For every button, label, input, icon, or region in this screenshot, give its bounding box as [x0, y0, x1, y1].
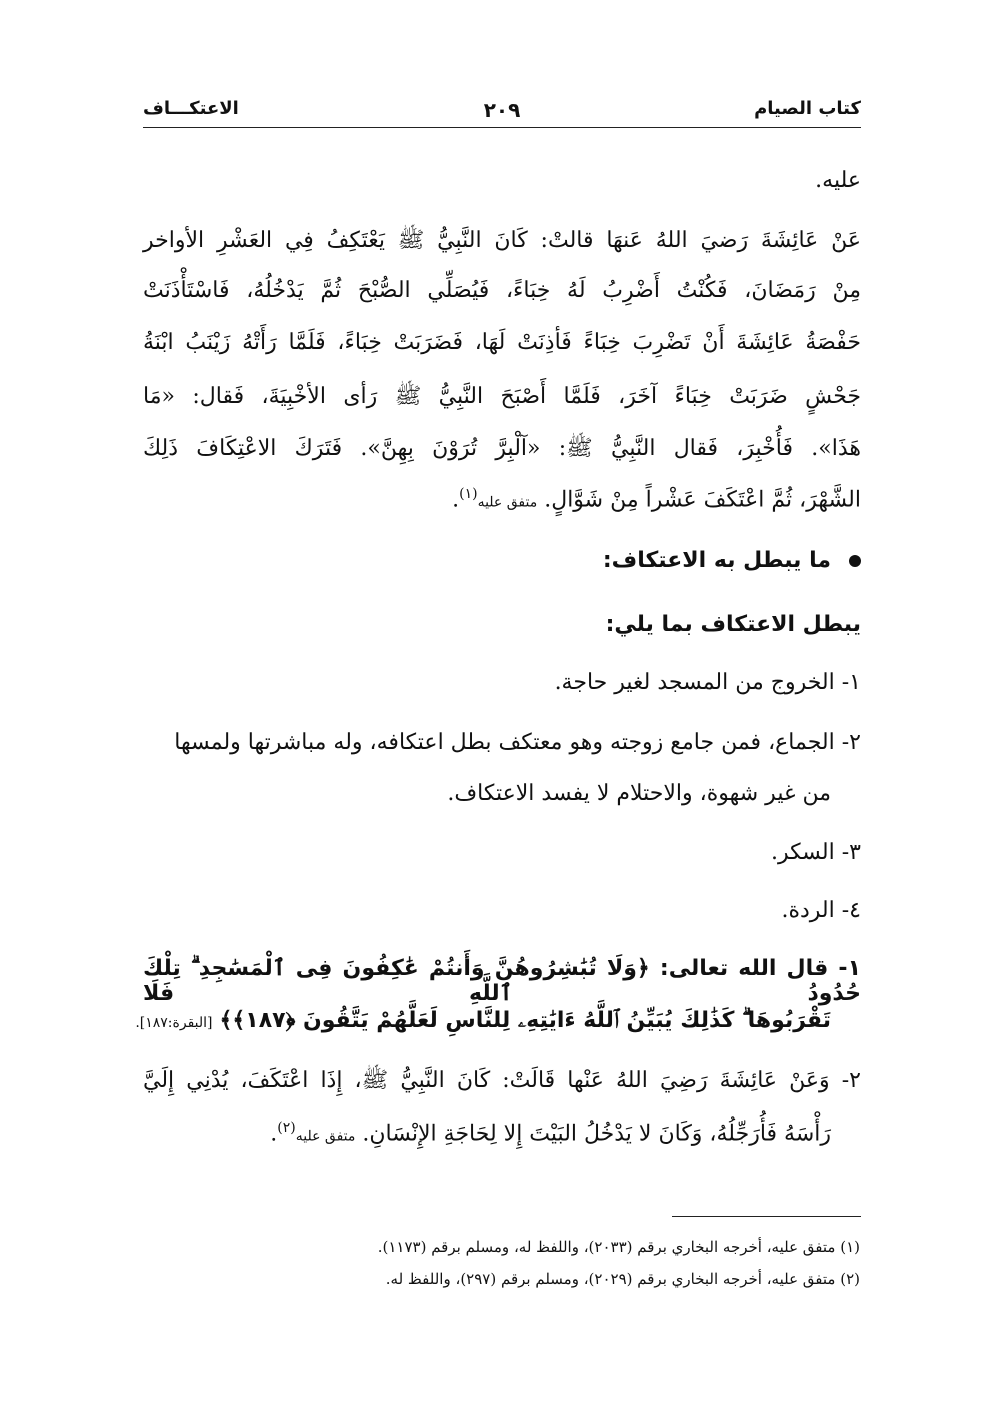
footnote-ref: (١) [459, 486, 478, 502]
header-book-title: كتاب الصيام [754, 98, 861, 119]
hadith-line: حَفْصَةُ عَائِشَةَ أَنْ تَضْرِبَ خِبَاءً فَأذِنَتْ لَهَا، فَضَرَبَتْ خِبَاءً، فَلَمَّا رَأَتْهُ زَيْنَبُ ابْنَةُ [143, 330, 861, 355]
header-chapter-title: الاعتكـــاف [143, 98, 239, 119]
section-heading-text: ما يبطل به الاعتكاف: [602, 548, 831, 573]
muttafaq-note: متفق عليه [295, 1128, 356, 1145]
page-number: ٢٠٩ [483, 98, 521, 122]
list-item: ٢- الجماع، فمن جامع زوجته وهو معتكف بطل اعتكافه، وله مباشرتها ولمسها [174, 730, 861, 755]
hadith-last-line: الشَّهْرَ، ثُمَّ اعْتَكَفَ عَشْراً مِنْ شَوَّالٍ. متفق عليه$^{(١)}$. [452, 486, 861, 513]
footnote-separator [672, 1216, 861, 1217]
sub-heading: يبطل الاعتكاف بما يلي: [605, 612, 861, 637]
list-item: ١- الخروج من المسجد لغير حاجة. [554, 670, 861, 695]
hadith-text: الشَّهْرَ، ثُمَّ اعْتَكَفَ عَشْراً مِنْ شَوَّالٍ. [544, 487, 861, 513]
footnote: (٢) متفق عليه، أخرجه البخاري برقم (٢٠٢٩)، ومسلم برقم (٢٩٧)، واللفظ له. [385, 1270, 860, 1288]
header-rule [143, 127, 861, 128]
running-header [143, 98, 861, 128]
list-item: ٤- الردة. [781, 898, 861, 923]
hadith2-text: رَأْسَهُ فَأُرَجِّلُهُ، وَكَانَ لا يَدْخُلُ البَيْتَ إِلا لِحَاجَةِ الإِنْسَانِ. [362, 1121, 831, 1147]
hadith-line: جَحْشٍ ضَرَبَتْ خِبَاءً آخَرَ، فَلَمَّا أَصْبَحَ النَّبِيُّ ﷺ رَأى الأخْبِيَةَ، فَقال: «مَا [143, 384, 861, 409]
muttafaq-note: متفق عليه [477, 494, 538, 511]
hadith-line: عَنْ عَائِشَةَ رَضيَ اللهُ عَنهَا قالتْ: كَانَ النَّبِيُّ ﷺ يَعْتَكِفُ فِي العَشْرِ الأواخر [143, 228, 861, 253]
list-item: ٣- السكر. [771, 840, 861, 865]
list-item-continuation: من غير شهوة، والاحتلام لا يفسد الاعتكاف. [447, 781, 831, 806]
hadith2-line: رَأْسَهُ فَأُرَجِّلُهُ، وَكَانَ لا يَدْخُلُ البَيْتَ إِلا لِحَاجَةِ الإِنْسَانِ. متفق عليه$^{(٢)}$. [270, 1120, 831, 1147]
quran-verse-line: ١- قال الله تعالى: ﴿وَلَا تُبَٰشِرُوهُنَّ وَأَنتُمْ عَٰكِفُونَ فِى ٱلْمَسَٰجِدِ ۗ تِلْكَ حُدُودُ ٱللَّهِ فَلَا [143, 956, 861, 1006]
quran-reference: [البقرة:١٨٧]. [135, 1015, 213, 1031]
quran-verse-line [135, 1008, 831, 1033]
hadith2-line: ٢- وَعَنْ عَائِشَةَ رَضِيَ اللهُ عَنْها قَالَتْ: كَانَ النَّبِيُّ ﷺ، إِذَا اعْتَكَفَ، يُدْنِي إِلَيَّ [143, 1068, 861, 1093]
footnote-ref: (٢) [277, 1120, 296, 1136]
section-heading [143, 548, 861, 573]
text-line: عليه. [815, 168, 861, 193]
bullet-icon [849, 555, 861, 567]
footnote: (١) متفق عليه، أخرجه البخاري برقم (٢٠٣٣)، واللفظ له، ومسلم برقم (١١٧٣). [377, 1238, 860, 1256]
hadith-line: مِنْ رَمَضَانَ، فَكُنْتُ أَضْرِبُ لَهُ خِبَاءً، فَيُصَلِّي الصُّبْحَ ثُمَّ يَدْخُلُهُ، فَاسْتَأْذَنَتْ [143, 278, 861, 303]
quran-verse-text: تَقْرَبُوهَا ۗ كَذَٰلِكَ يُبَيِّنُ ٱللَّهُ ءَايَٰتِهِۦ لِلنَّاسِ لَعَلَّهُمْ يَتَّقُونَ ﴿١٨٧﴾﴾ [219, 1008, 831, 1033]
hadith-line: هَذَا». فَأُخْبِرَ، فَقال النَّبِيُّ ﷺ: «آلْبِرَّ تُرَوْنَ بِهِنَّ». فَتَرَكَ الاعْتِكَافَ ذَلِكَ [143, 436, 861, 461]
